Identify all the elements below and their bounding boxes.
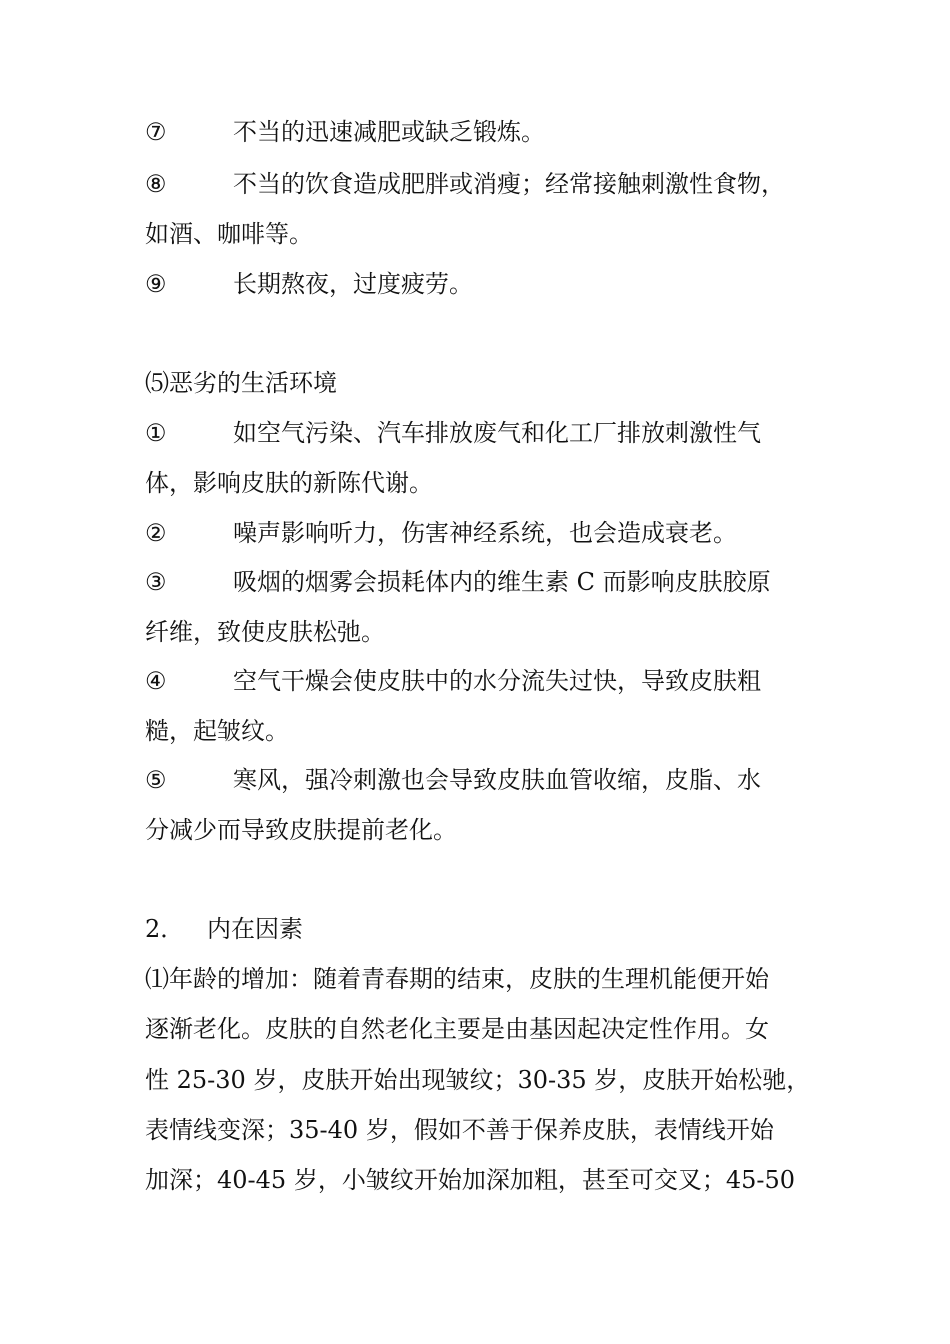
item-text: 噪声影响听力，伤害神经系统，也会造成衰老。 [233, 519, 737, 547]
item-continuation: 体，影响皮肤的新陈代谢。 [145, 469, 433, 497]
item-number: ④ [145, 667, 167, 695]
item-text: 不当的迅速减肥或缺乏锻炼。 [233, 118, 545, 146]
item-continuation: 分减少而导致皮肤提前老化。 [145, 816, 457, 844]
paragraph-line: 表情线变深；35-40 岁，假如不善于保养皮肤，表情线开始 [145, 1116, 774, 1144]
item-number: ⑧ [145, 170, 167, 198]
item-continuation: 纤维，致使皮肤松弛。 [145, 618, 385, 646]
item-text: 不当的饮食造成肥胖或消瘦；经常接触刺激性食物， [233, 170, 785, 198]
item-continuation: 如酒、咖啡等。 [145, 220, 313, 248]
item-text: 长期熬夜，过度疲劳。 [233, 270, 473, 298]
item-number: ⑨ [145, 270, 167, 298]
item-number: ⑦ [145, 118, 167, 146]
item-number: ⑤ [145, 766, 167, 794]
paragraph-line: 性 25-30 岁，皮肤开始出现皱纹；30-35 岁，皮肤开始松驰， [145, 1066, 811, 1094]
paragraph-line: ⑴年龄的增加：随着青春期的结束，皮肤的生理机能便开始 [145, 965, 769, 993]
item-number: ② [145, 519, 167, 547]
item-text: 空气干燥会使皮肤中的水分流失过快，导致皮肤粗 [233, 667, 761, 695]
item-text: 寒风，强冷刺激也会导致皮肤血管收缩，皮脂、水 [233, 766, 761, 794]
item-number: ① [145, 419, 167, 447]
section-heading: ⑸恶劣的生活环境 [145, 369, 337, 397]
item-number: ③ [145, 568, 167, 596]
section-number: 2． [145, 915, 185, 943]
paragraph-line: 逐渐老化。皮肤的自然老化主要是由基因起决定性作用。女 [145, 1015, 769, 1043]
paragraph-line: 加深；40-45 岁，小皱纹开始加深加粗，甚至可交叉；45-50 [145, 1166, 796, 1194]
item-text: 吸烟的烟雾会损耗体内的维生素 C 而影响皮肤胶原 [233, 568, 771, 596]
item-continuation: 糙，起皱纹。 [145, 717, 289, 745]
item-text: 如空气污染、汽车排放废气和化工厂排放刺激性气 [233, 419, 761, 447]
section-title: 内在因素 [207, 915, 303, 943]
